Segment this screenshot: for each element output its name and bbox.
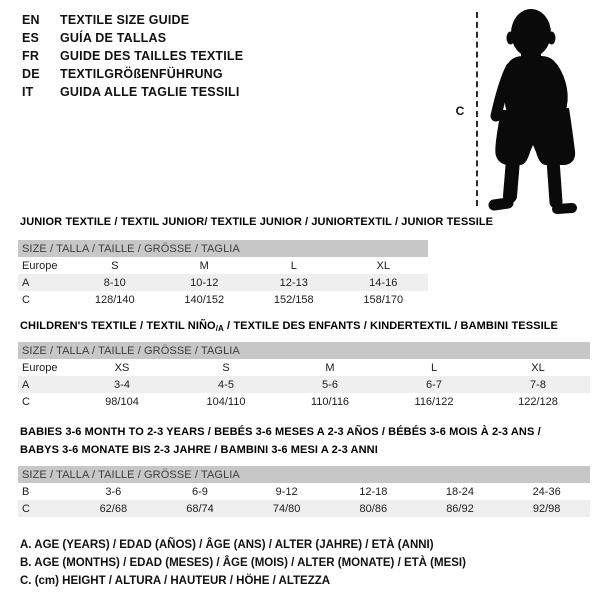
months-cell: 18-24 (445, 485, 475, 498)
size-cell: S (222, 361, 230, 374)
row-label: A (22, 378, 30, 391)
size-cell: L (290, 259, 297, 272)
height-cell: 98/104 (105, 395, 139, 408)
height-cell: 110/116 (310, 395, 350, 408)
height-cell: 128/140 (94, 293, 135, 306)
size-header-row (18, 466, 590, 483)
language-row-de (22, 65, 243, 83)
height-cell: 116/122 (414, 395, 454, 408)
height-cell: 68/74 (186, 502, 214, 515)
size-header-bar: SIZE / TALLA / TAILLE / GRÖSSE / TAGLIA (18, 342, 590, 359)
row-label: A (22, 276, 30, 289)
height-cell: 122/128 (518, 395, 558, 408)
size-cell: L (430, 361, 438, 374)
row-label: C (22, 502, 30, 515)
months-cell: 24-36 (532, 485, 561, 498)
months-cell: 6-9 (192, 485, 208, 498)
title-line-1: BABIES 3-6 MONTH TO 2-3 YEARS / BEBÉS 3-6 MESES A 2-3 AÑOS / BÉBÉS 3-6 MOIS À 2-3 ANS / (20, 426, 541, 438)
size-cell: XS (114, 361, 130, 374)
age-cell: 4-5 (218, 378, 234, 391)
height-cell: 158/170 (363, 293, 404, 306)
age-cell: 5-6 (322, 378, 338, 391)
size-cell: XL (376, 259, 390, 272)
table-row-height (18, 291, 428, 308)
age-cell: 12-13 (279, 276, 308, 289)
height-cell: 86/92 (446, 502, 474, 515)
language-title: GUIDE DES TAILLES TEXTILE (60, 49, 244, 63)
table-row-months (18, 483, 590, 500)
row-label: C (22, 395, 30, 408)
height-cell: 80/86 (359, 502, 388, 515)
title-text: / TEXTILE DES ENFANTS / KINDERTEXTIL / BAMBINI TESSILE (223, 320, 558, 332)
table-row-height (18, 393, 590, 410)
row-label: Europe (22, 361, 58, 374)
language-row-es (22, 29, 243, 47)
table-row-age (18, 376, 590, 393)
age-cell: 10-12 (190, 276, 219, 289)
height-cell: 74/80 (272, 502, 301, 515)
language-row-it (22, 83, 243, 101)
language-title: GUIDA ALLE TAGLIE TESSILI (60, 85, 240, 99)
babies-size-table (18, 466, 590, 517)
language-code: FR (22, 49, 40, 63)
baby-silhouette-icon (483, 4, 590, 218)
table-row-europe (18, 359, 590, 376)
size-header-bar: SIZE / TALLA / TAILLE / GRÖSSE / TAGLIA (18, 240, 428, 257)
height-cell: 104/110 (206, 395, 246, 408)
size-header-row (18, 240, 428, 257)
language-row-en (22, 11, 243, 29)
note-age-months: B. AGE (MONTHS) / EDAD (MESES) / ÂGE (MOIS) / ALTER (MONATE) / ETÀ (MESI) (20, 557, 466, 569)
language-row-fr (22, 47, 243, 65)
size-cell: XL (531, 361, 545, 374)
height-measure-label: C (455, 104, 465, 118)
age-cell: 3-4 (114, 378, 130, 391)
language-list (22, 11, 243, 101)
age-cell: 14-16 (369, 276, 398, 289)
age-cell: 6-7 (426, 378, 442, 391)
note-height-cm: C. (cm) HEIGHT / ALTURA / HAUTEUR / HÖHE / ALTEZZA (20, 575, 331, 587)
size-header-bar: SIZE / TALLA / TAILLE / GRÖSSE / TAGLIA (18, 466, 590, 483)
junior-table-title: JUNIOR TEXTILE / TEXTIL JUNIOR/ TEXTILE JUNIOR / JUNIORTEXTIL / JUNIOR TESSILE (20, 216, 494, 228)
language-title: TEXTILGRÖßENFÜHRUNG (60, 67, 223, 81)
age-cell: 8-10 (103, 276, 126, 289)
row-label: Europe (22, 259, 58, 272)
children-table-title (20, 317, 558, 338)
table-row-europe (18, 257, 428, 274)
language-code: ES (22, 31, 40, 45)
row-label: B (22, 485, 30, 498)
table-row-age (18, 274, 428, 291)
height-cell: 140/152 (184, 293, 225, 306)
height-cell: 152/158 (273, 293, 314, 306)
title-line-2: BABYS 3-6 MONATE BIS 2-3 JAHRE / BAMBINI 3-6 MESI A 2-3 ANNI (20, 444, 378, 456)
title-text: CHILDREN'S TEXTILE / TEXTIL NIÑO (20, 320, 216, 332)
title-subscript: /A (215, 324, 224, 333)
size-cell: M (325, 361, 335, 374)
note-age-years: A. AGE (YEARS) / EDAD (AÑOS) / ÂGE (ANS) / ALTER (JAHRE) / ETÀ (ANNI) (20, 539, 434, 551)
months-cell: 3-6 (105, 485, 122, 498)
junior-size-table (18, 240, 428, 308)
babies-table-title (20, 423, 541, 459)
months-cell: 12-18 (359, 485, 388, 498)
children-size-table (18, 342, 590, 410)
language-code: IT (22, 85, 34, 99)
age-cell: 7-8 (530, 378, 546, 391)
months-cell: 9-12 (275, 485, 298, 498)
language-code: EN (22, 13, 40, 27)
size-cell: S (111, 259, 119, 272)
language-title: TEXTILE SIZE GUIDE (60, 13, 190, 27)
size-header-row (18, 342, 590, 359)
legend-notes (20, 536, 466, 590)
language-title: GUÍA DE TALLAS (60, 31, 167, 45)
language-code: DE (22, 67, 40, 81)
height-cell: 62/68 (99, 502, 128, 515)
height-measure-dashed-line (476, 12, 478, 206)
row-label: C (22, 293, 30, 306)
size-cell: M (199, 259, 209, 272)
height-cell: 92/98 (532, 502, 561, 515)
table-row-height (18, 500, 590, 517)
